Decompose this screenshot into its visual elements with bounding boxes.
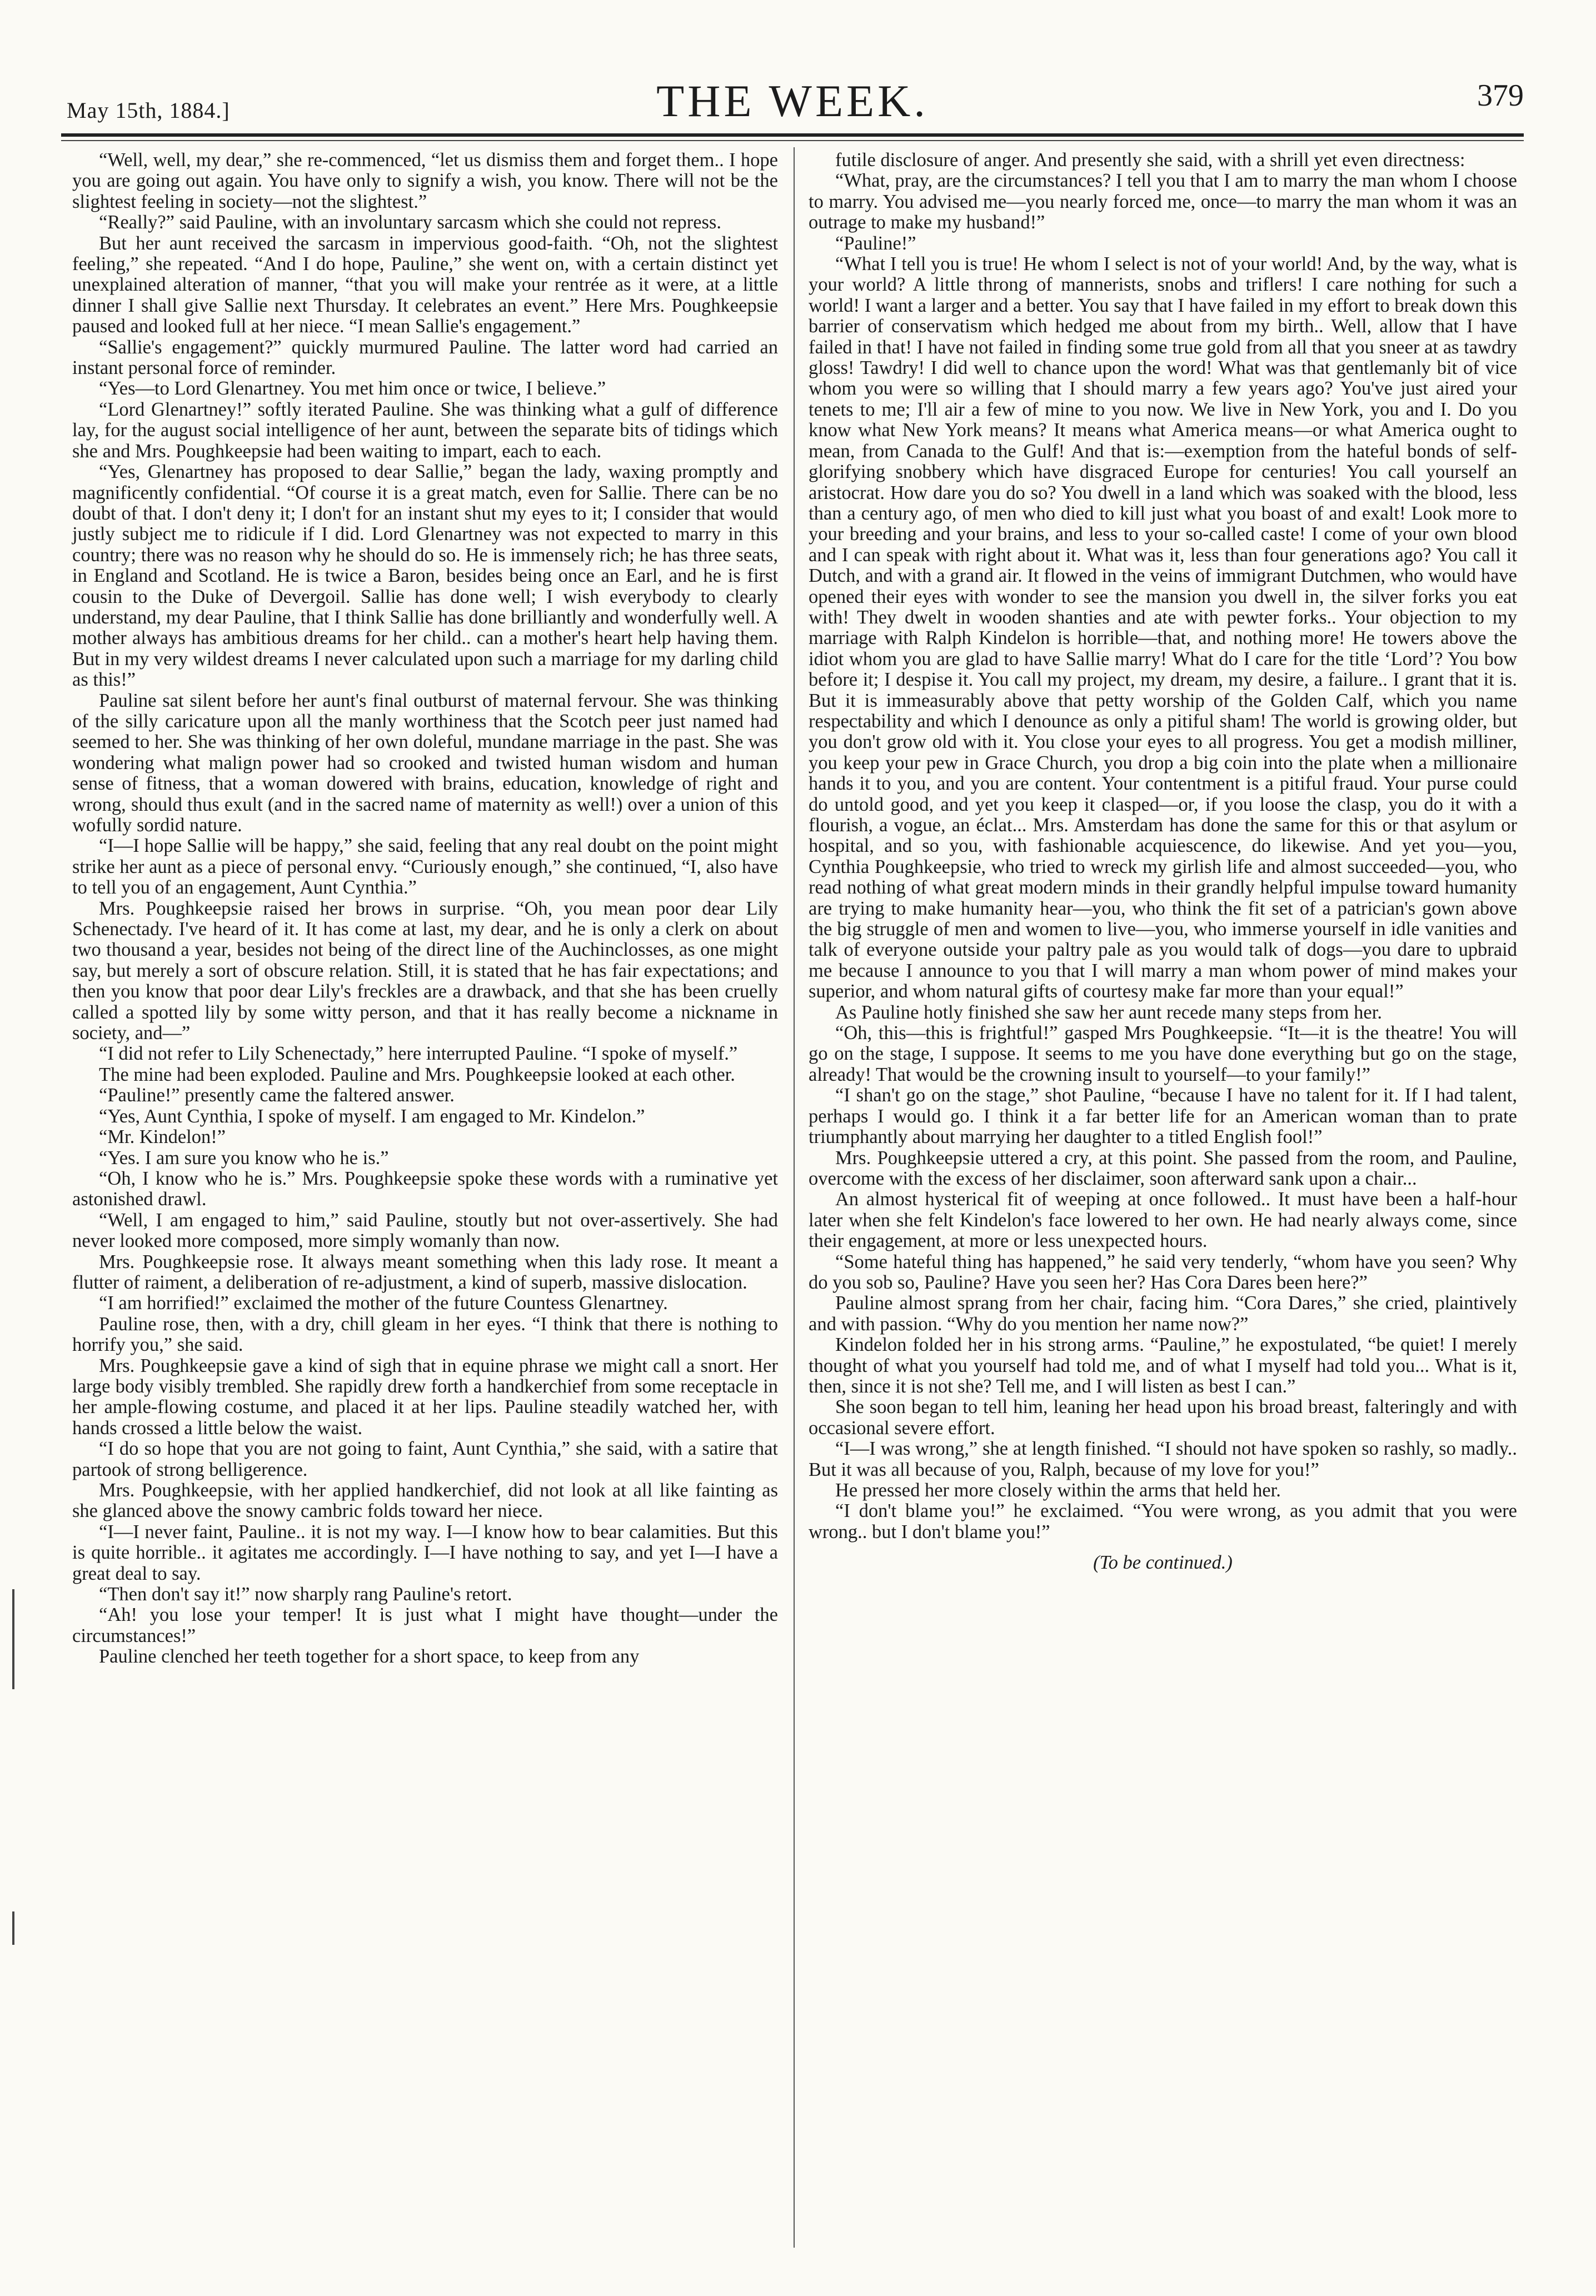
paragraph: The mine had been exploded. Pauline and Mrs. Poughkeepsie looked at each other. bbox=[99, 1064, 735, 1085]
paragraph: “Well, I am engaged to him,” said Pauline, stoutly but not over-assertively. She had never looked more composed, more simply womanly than now. bbox=[72, 1209, 778, 1252]
paragraph: Pauline clenched her teeth together for a short space, to keep from any bbox=[99, 1646, 640, 1668]
paragraph: “Yes, Aunt Cynthia, I spoke of myself. I am engaged to Mr. Kindelon.” bbox=[99, 1105, 645, 1127]
paragraph: “Then don't say it!” now sharply rang Pauline's retort. bbox=[99, 1584, 512, 1605]
margin-mark bbox=[12, 1589, 14, 1689]
paragraph: As Pauline hotly finished she saw her aunt recede many steps from her. bbox=[835, 1001, 1382, 1023]
paragraph: “I don't blame you!” he exclaimed. “You were wrong, as you admit that you were wrong.. but I don't blame you!” bbox=[809, 1500, 1517, 1543]
paragraph: “I shan't go on the stage,” shot Pauline, “because I have no talent for it. If I had talent, perhaps I would go. I think it a far better life for an American woman than to prate triumphantly about marrying her daughter to a titled English fool!” bbox=[809, 1085, 1517, 1148]
paragraph: “Yes—to Lord Glenartney. You met him once or twice, I believe.” bbox=[99, 378, 606, 400]
paragraph: futile disclosure of anger. And presently she said, with a shrill yet even directness: bbox=[835, 149, 1465, 171]
paragraph: “Mr. Kindelon!” bbox=[99, 1126, 226, 1148]
paragraph: “I—I never faint, Pauline.. it is not my way. I—I know how to bear calamities. But this is quite horrible.. it agitates me accordingly. I—I have nothing to say, and yet I—I have a great deal to say. bbox=[72, 1521, 778, 1584]
paragraph: Kindelon folded her in his strong arms. “Pauline,” he expostulated, “be quiet! I merely thought of what you yourself had told me, and of what I myself had told you... What is it, then, since it is not she? Tell me, and I will listen as best I can.” bbox=[809, 1334, 1517, 1397]
paragraph: “I do so hope that you are not going to faint, Aunt Cynthia,” she said, with a satire that partook of strong belligerence. bbox=[72, 1438, 778, 1480]
paragraph: “I—I was wrong,” she at length finished. “I should not have spoken so rashly, so madly.. But it was all because of you, Ralph, because of my love for you!” bbox=[809, 1438, 1517, 1480]
paragraph: He pressed her more closely within the arms that held her. bbox=[835, 1480, 1281, 1501]
paragraph: “Really?” said Pauline, with an involuntary sarcasm which she could not repress. bbox=[99, 212, 721, 233]
page-number: 379 bbox=[1477, 78, 1524, 113]
right-column bbox=[809, 150, 1517, 1574]
paragraph: “Well, well, my dear,” she re-commenced, “let us dismiss them and forget them.. I hope you are going out again. You have only to signify a wish, you know. There will not be the slightest feeling in society—not the slightest.” bbox=[72, 149, 778, 212]
paragraph: Mrs. Poughkeepsie uttered a cry, at this point. She passed from the room, and Pauline, overcome with the excess of her disclaimer, soon afterward sank upon a chair... bbox=[809, 1147, 1517, 1189]
to-be-continued-note: (To be continued.) bbox=[1093, 1552, 1233, 1574]
paragraph: “What, pray, are the circumstances? I tell you that I am to marry the man whom I choose to marry. You advised me—you nearly forced me, once—to marry the man whom it was an outrage to make my husband!” bbox=[809, 170, 1517, 233]
paragraph: Mrs. Poughkeepsie raised her brows in surprise. “Oh, you mean poor dear Lily Schenectady. I've heard of it. It has come at last, my dear, and he is only a clerk on about two thousand a year, besides not being of the direct line of the Auchinclosses, as one might say, but merely a sort of obscure relation. Still, it is stated that he has fair expectations; and then you know that poor dear Lily's freckles are a drawback, and that she has been cruelly called a spotted lily by some witty person, and that it has really become a nickname in society, and—” bbox=[72, 897, 778, 1044]
paragraph: “I did not refer to Lily Schenectady,” here interrupted Pauline. “I spoke of myself.” bbox=[99, 1043, 738, 1065]
header-rule-thin bbox=[61, 140, 1524, 141]
issue-date: May 15th, 1884.] bbox=[67, 98, 230, 123]
paragraph: Pauline almost sprang from her chair, facing him. “Cora Dares,” she cried, plaintively and with passion. “Why do you mention her name now?” bbox=[809, 1292, 1517, 1335]
paragraph: “Some hateful thing has happened,” he said very tenderly, “whom have you seen? Why do you sob so, Pauline? Have you seen her? Has Cora Dares been here?” bbox=[809, 1251, 1517, 1293]
publication-title: THE WEEK. bbox=[656, 76, 929, 126]
paragraph: An almost hysterical fit of weeping at once followed.. It must have been a half-hour later when she felt Kindelon's face lowered to her own. He had nearly always come, since their engagement, at more or less unexpected hours. bbox=[809, 1189, 1517, 1252]
paragraph: Pauline sat silent before her aunt's final outburst of maternal fervour. She was thinking of the silly caricature upon all the manly worthiness that the Scotch peer just named had seemed to her. She was thinking of her own doleful, mundane marriage in the past. She was wondering what malign power had so crooked and twisted human wisdom and human sense of fitness, that a woman dowered with brains, education, knowledge of right and wrong, should thus exult (and in the sacred name of maternity as well!) over a union of this wofully sordid nature. bbox=[72, 690, 778, 836]
paragraph: Mrs. Poughkeepsie, with her applied handkerchief, did not look at all like fainting as she glanced above the snowy cambric folds toward her niece. bbox=[72, 1480, 778, 1522]
paragraph: “Oh, I know who he is.” Mrs. Poughkeepsie spoke these words with a ruminative yet astonished drawl. bbox=[72, 1167, 778, 1210]
paragraph: “I am horrified!” exclaimed the mother of the future Countess Glenartney. bbox=[99, 1292, 668, 1314]
paragraph: Pauline rose, then, with a dry, chill gleam in her eyes. “I think that there is nothing to horrify you,” she said. bbox=[72, 1313, 778, 1356]
paragraph: “Yes, Glenartney has proposed to dear Sallie,” began the lady, waxing promptly and magnificently confidential. “Of course it is a great match, even for Sallie. There can be no doubt of that. I don't deny it; I don't for an instant shut my eyes to it; I consider that would justly subject me to ridicule if I did. Lord Glenartney was not expected to marry in this country; there was no reason why he should do so. He is immensely rich; he has three seats, in England and Scotland. He is twice a Baron, besides being once an Earl, and he is first cousin to the Duke of Devergoil. Sallie has done well; I wish everybody to clearly understand, my dear Pauline, that I think Sallie has done brilliantly and wonderfully well. A mother always has ambitious dreams for her child.. can a mother's heart help having them. But in my very wildest dreams I never calculated upon such a marriage for my darling child as this!” bbox=[72, 461, 778, 691]
paragraph: Mrs. Poughkeepsie gave a kind of sigh that in equine phrase we might call a snort. Her large body visibly trembled. She rapidly drew forth a handkerchief from some receptacle in her ample-flowing costume, and placed it at her lips. Pauline steadily watched her, with hands crossed a little below the waist. bbox=[72, 1355, 778, 1439]
header-rule bbox=[61, 133, 1524, 137]
paragraph: “Oh, this—this is frightful!” gasped Mrs Poughkeepsie. “It—it is the theatre! You will go on the stage, I suppose. It seems to me you have done everything but go on the stage, already! That would be the crowning insult to yourself—to your family!” bbox=[809, 1022, 1517, 1085]
paragraph: “What I tell you is true! He whom I select is not of your world! And, by the way, what is your world? A little throng of mannerists, snobs and triflers! I care nothing for such a world! I want a larger and a better. You say that I have failed in my effort to break down this barrier of conservatism which hedged me about from my birth.. Well, allow that I have failed in that! I have not failed in finding some true gold from all that you sneer at as tawdry gloss! Tawdry! I did well to chance upon the word! What was that gentlemanly bit of vice whom you were so willing that I should marry a few years ago? You've just aired your tenets to me; I'll air a few of mine to you now. We live in New York, you and I. Do you know what New York means? It means what America means—or what America ought to mean, from Canada to the Gulf! And that is:—exemption from the hateful bonds of self-glorifying snobbery which have disgraced Europe for centuries! You call yourself an aristocrat. How dare you do so? You dwell in a land which was soaked with the blood, less than a century ago, of men who died to kill just what you boast of and exalt! Look more to your breeding and your brains, and less to your so-called caste! I come of your own blood and I can speak with right about it. What was it, less than four generations ago? You call it Dutch, and with a grand air. It flowed in the veins of immigrant Dutchmen, who would have opened their eyes with wonder to see the mansion you dwell in, the silver forks you eat with! They dwelt in wooden shanties and ate with pewter forks.. Your objection to my marriage with Ralph Kindelon is horrible—that, and nothing more! He towers above the idiot whom you are glad to have Sallie marry! What do I care for the title ‘Lord’? You bow before it; I despise it. You call my project, my dream, my desire, a failure.. I grant that it is. But it is immeasurably above that petty worship of the Golden Calf, which you name respectability and which I denounce as only a pitiful sham! The world is growing older, but you don't grow old with it. You close your eyes to all progress. You get a modish milliner, you keep your pew in Grace Church, you drop a big coin into the plate when a millionaire hands it to you, and you are content. Your contentment is a pitiful fraud. Your purse could do untold good, and yet you keep it clasped—or, if you loose the clasp, you do it with a flourish, a vogue, an éclat... Mrs. Amsterdam has done the same for this or that asylum or hospital, and so you, with fashionable acquiescence, do likewise. And yet you—you, Cynthia Poughkeepsie, who tried to wreck my girlish life and almost succeeded—you, who read nothing of what great modern minds in their grandly helpful impulse toward humanity are trying to make humanity hear—you, who think the fit set of a patrician's gown above the big struggle of men and women to live—you, who immerse yourself in idle vanities and talk of everyone outside your paltry pale as you would talk of dogs—you dare to upbraid me because I announce to you that I will marry a man whom power of mind makes your superior, and whom natural gifts of courtesy make far more than your equal!” bbox=[809, 253, 1517, 1002]
paragraph: “Lord Glenartney!” softly iterated Pauline. She was thinking what a gulf of difference lay, for the august social intelligence of her aunt, between the separate bits of tidings which she and Mrs. Poughkeepsie had been waiting to impart, each to each. bbox=[72, 398, 778, 462]
paragraph: But her aunt received the sarcasm in impervious good-faith. “Oh, not the slightest feeling,” she repeated. “And I do hope, Pauline,” she went on, with a certain distinct yet unexplained alteration of manner, “that you will make your rentrée as it were, at a little dinner I shall give Sallie next Thursday. It celebrates an event.” Here Mrs. Poughkeepsie paused and looked full at her niece. “I mean Sallie's engagement.” bbox=[72, 232, 778, 337]
paragraph: “Pauline!” bbox=[835, 232, 916, 254]
left-column bbox=[72, 150, 778, 1668]
paragraph: “Pauline!” presently came the faltered answer. bbox=[99, 1085, 455, 1106]
paragraph: “Sallie's engagement?” quickly murmured Pauline. The latter word had carried an instant personal force of reminder. bbox=[72, 336, 778, 379]
paragraph: “Ah! you lose your temper! It is just what I might have thought—under the circumstances!” bbox=[72, 1604, 778, 1646]
paragraph: She soon began to tell him, leaning her head upon his broad breast, falteringly and with occasional severe effort. bbox=[809, 1396, 1517, 1439]
paragraph: “I—I hope Sallie will be happy,” she said, feeling that any real doubt on the point might strike her aunt as a piece of personal envy. “Curiously enough,” she continued, “I, also have to tell you of an engagement, Aunt Cynthia.” bbox=[72, 835, 778, 899]
margin-mark bbox=[12, 1911, 14, 1945]
column-divider bbox=[794, 147, 795, 2248]
page-header bbox=[61, 75, 1524, 142]
paragraph: “Yes. I am sure you know who he is.” bbox=[99, 1147, 389, 1169]
paragraph: Mrs. Poughkeepsie rose. It always meant something when this lady rose. It meant a flutter of raiment, a deliberation of re-adjustment, a kind of superb, massive dislocation. bbox=[72, 1251, 778, 1293]
